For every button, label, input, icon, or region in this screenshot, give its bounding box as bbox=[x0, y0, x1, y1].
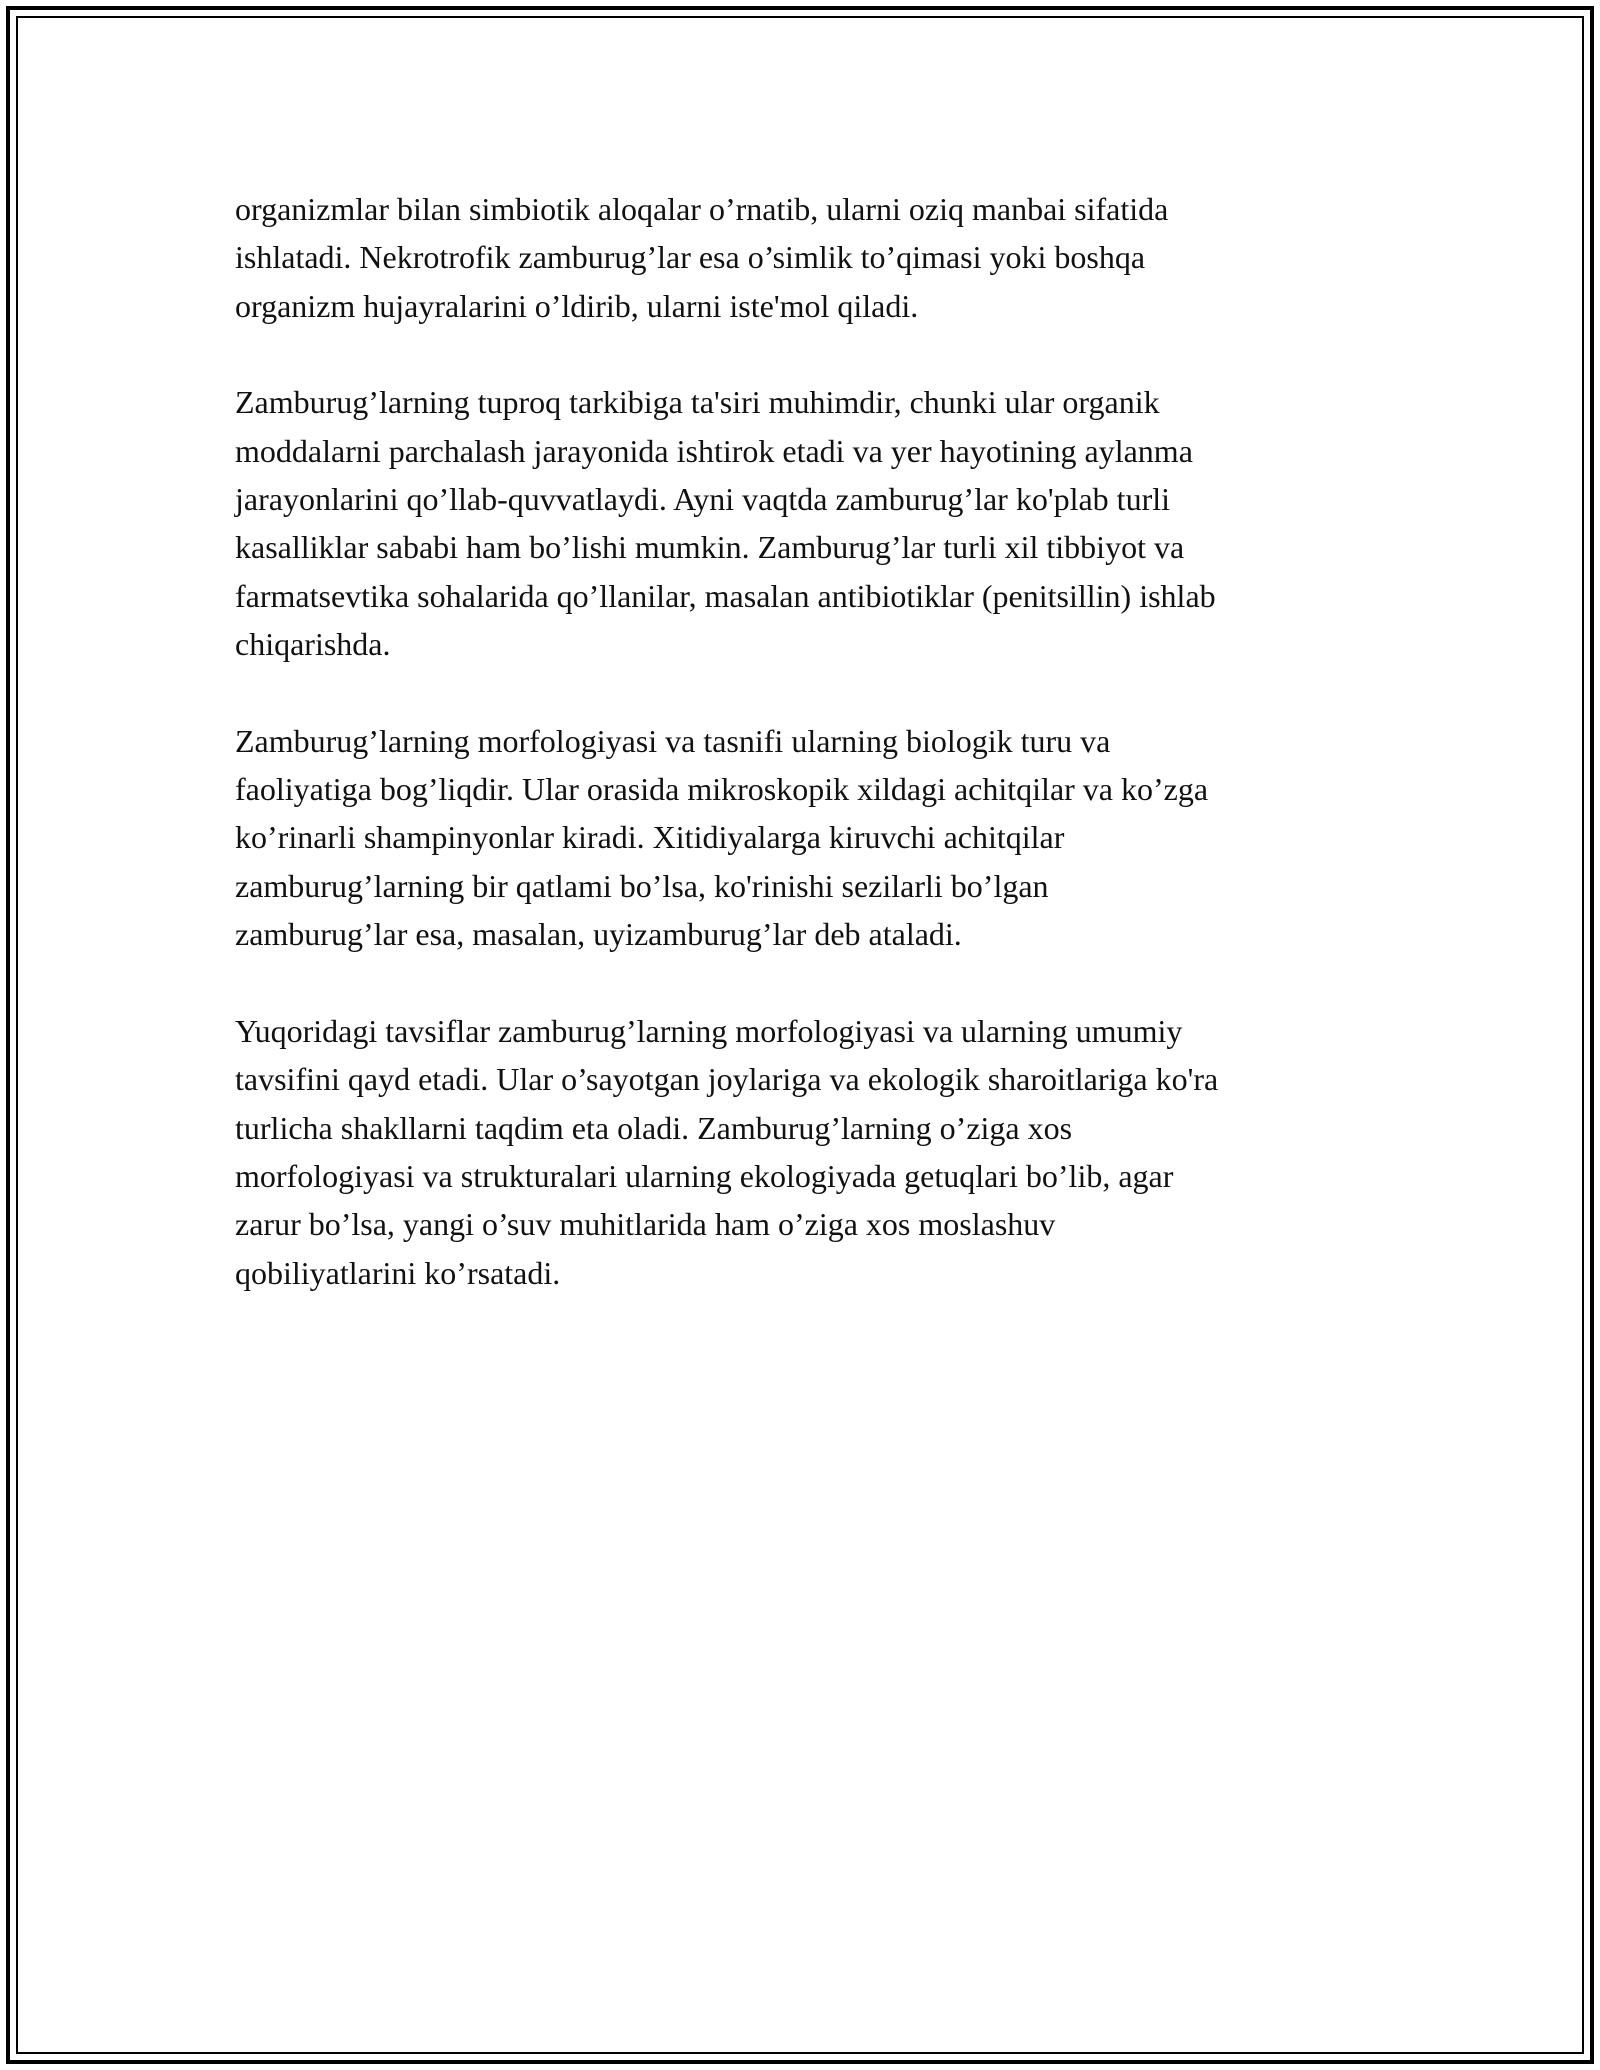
text-line: kasalliklar sababi ham bo’lishi mumkin. Zamburug’lar turli xil tibbiyot va bbox=[235, 529, 1185, 566]
text-line: farmatsevtika sohalarida qo’llanilar, masalan antibiotiklar (penitsillin) ishlab bbox=[235, 577, 1216, 614]
text-line: Zamburug’larning tuproq tarkibiga ta'siri muhimdir, chunki ular organik bbox=[235, 384, 1160, 421]
text-line: zamburug’lar esa, masalan, uyizamburug’lar deb ataladi. bbox=[235, 916, 962, 953]
text-line: organizmlar bilan simbiotik aloqalar o’rnatib, ularni oziq manbai sifatida bbox=[235, 191, 1169, 227]
text-line: turlicha shakllarni taqdim eta oladi. Zamburug’larning o’ziga xos bbox=[235, 1109, 1073, 1146]
paragraph-3 bbox=[235, 717, 1370, 959]
paragraph-2 bbox=[235, 378, 1370, 668]
document-body bbox=[235, 185, 1370, 1345]
text-line: faoliyatiga bog’liqdir. Ular orasida mikroskopik xildagi achitqilar va ko’zga bbox=[235, 771, 1209, 808]
text-line: moddalarni parchalash jarayonida ishtirok etadi va yer hayotining aylanma bbox=[235, 432, 1193, 469]
paragraph-1 bbox=[235, 185, 1370, 330]
text-line: Yuqoridagi tavsiflar zamburug’larning morfologiyasi va ularning umumiy bbox=[235, 1012, 1183, 1049]
text-line: zarur bo’lsa, yangi o’suv muhitlarida ham o’ziga xos moslashuv bbox=[235, 1206, 1056, 1243]
text-line: zamburug’larning bir qatlami bo’lsa, ko'rinishi sezilarli bo’lgan bbox=[235, 867, 1049, 904]
text-line: ishlatadi. Nekrotrofik zamburug’lar esa o’simlik to’qimasi yoki boshqa bbox=[235, 239, 1146, 276]
paragraph-4 bbox=[235, 1007, 1370, 1297]
text-line: jarayonlarini qo’llab-quvvatlaydi. Ayni vaqtda zamburug’lar ko'plab turli bbox=[235, 481, 1170, 518]
text-line: Zamburug’larning morfologiyasi va tasnifi ularning biologik turu va bbox=[235, 722, 1111, 759]
text-line: ko’rinarli shampinyonlar kiradi. Xitidiyalarga kiruvchi achitqilar bbox=[235, 819, 1065, 856]
text-line: organizm hujayralarini o’ldirib, ularni iste'mol qiladi. bbox=[235, 287, 919, 324]
text-line: qobiliyatlarini ko’rsatadi. bbox=[235, 1254, 561, 1291]
text-line: tavsifini qayd etadi. Ular o’sayotgan joylariga va ekologik sharoitlariga ko'ra bbox=[235, 1061, 1219, 1098]
text-line: chiqarishda. bbox=[235, 626, 391, 663]
text-line: morfologiyasi va strukturalari ularning ekologiyada getuqlari bo’lib, agar bbox=[235, 1157, 1174, 1194]
